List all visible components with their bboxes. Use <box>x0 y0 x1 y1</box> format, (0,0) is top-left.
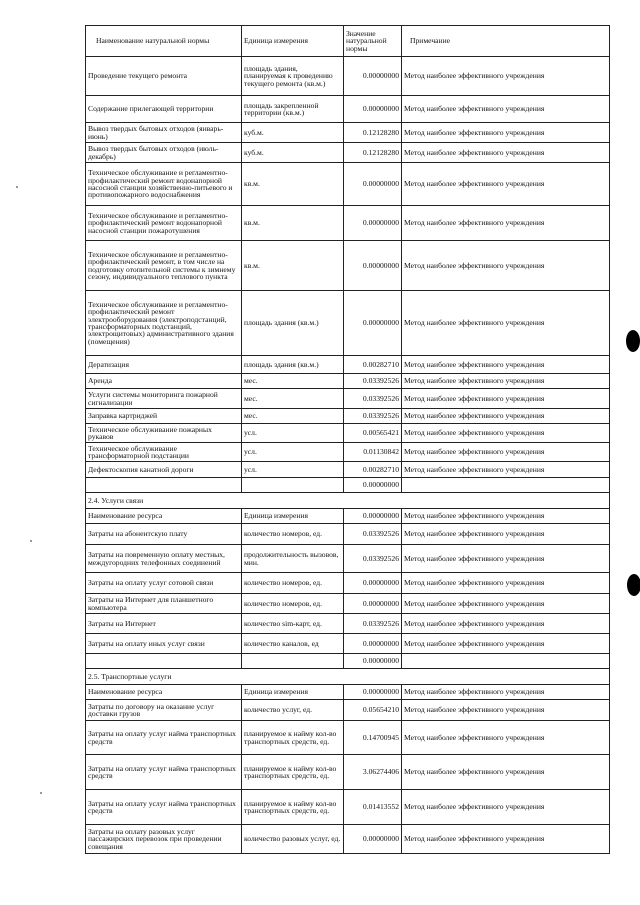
row-name: Заправка картриджей <box>86 409 242 424</box>
row-unit: количество номеров, ед. <box>242 573 344 594</box>
row-note: Метод наиболее эффективного учреждения <box>402 57 610 96</box>
row-unit: площадь здания (кв.м.) <box>242 356 344 374</box>
row-unit: усл. <box>242 443 344 462</box>
section-title-row <box>86 493 610 509</box>
subtotal-row <box>86 654 610 669</box>
row-name: Затраты на оплату услуг найма транспортных средств <box>86 721 242 755</box>
blank-cell <box>402 478 610 493</box>
row-name: Затраты на оплату разовых услуг пассажирских перевозок при проведении совещания <box>86 825 242 854</box>
row-name: Техническое обслуживание и регламентно-профилактический ремонт водонапорной насосной станции пожаротушения <box>86 206 242 241</box>
row-name: Вывоз твердых бытовых отходов (июль-декабрь) <box>86 143 242 163</box>
row-unit: планируемое к найму кол-во транспортных средств, ед. <box>242 755 344 790</box>
row-value: 0.03392526 <box>344 374 402 389</box>
section-title-transport: 2.5. Транспортные услуги <box>86 669 610 685</box>
blank-cell <box>242 478 344 493</box>
row-note: Метод наиболее эффективного учреждения <box>402 163 610 206</box>
row-note: Метод наиболее эффективного учреждения <box>402 462 610 478</box>
header-value: Значение натуральной нормы <box>344 26 402 57</box>
row-note: Метод наиболее эффективного учреждения <box>402 755 610 790</box>
row-note: Метод наиболее эффективного учреждения <box>402 123 610 143</box>
row-unit: количество разовых услуг, ед. <box>242 825 344 854</box>
row-unit: Единица измерения <box>242 685 344 700</box>
row-note: Метод наиболее эффективного учреждения <box>402 545 610 573</box>
row-note: Метод наиболее эффективного учреждения <box>402 634 610 654</box>
table-row <box>86 462 610 478</box>
row-unit: мес. <box>242 374 344 389</box>
row-value: 0.00000000 <box>344 594 402 614</box>
row-name: Техническое обслуживание и регламентно-профилактический ремонт электрооборудования (электроподстанций, трансформаторных подстанций, электрощитовых) административного здания (помещения) <box>86 291 242 356</box>
row-value: 0.03392526 <box>344 614 402 634</box>
row-unit: площадь здания, планируемая к проведению текущего ремонта (кв.м.) <box>242 57 344 96</box>
header-unit: Единица измерения <box>242 26 344 57</box>
row-unit: усл. <box>242 462 344 478</box>
row-unit: количество номеров, ед. <box>242 594 344 614</box>
row-name: Проведение текущего ремонта <box>86 57 242 96</box>
row-note: Метод наиболее эффективного учреждения <box>402 524 610 545</box>
row-note: Метод наиболее эффективного учреждения <box>402 594 610 614</box>
table-row <box>86 374 610 389</box>
row-name: Затраты на оплату услуг найма транспортных средств <box>86 790 242 825</box>
row-unit: количество номеров, ед. <box>242 524 344 545</box>
table-row <box>86 443 610 462</box>
table-row <box>86 790 610 825</box>
table-row <box>86 700 610 721</box>
row-name: Затраты на оплату иных услуг связи <box>86 634 242 654</box>
row-value: 0.12128280 <box>344 123 402 143</box>
table-row <box>86 594 610 614</box>
row-name: Наименование ресурса <box>86 685 242 700</box>
row-value: 0.00000000 <box>344 685 402 700</box>
row-note: Метод наиболее эффективного учреждения <box>402 143 610 163</box>
row-name: Дератизация <box>86 356 242 374</box>
subtotal-row <box>86 478 610 493</box>
row-name: Вывоз твердых бытовых отходов (январь-июнь) <box>86 123 242 143</box>
row-value: 3.06274406 <box>344 755 402 790</box>
row-name: Наименование ресурса <box>86 509 242 524</box>
row-name: Техническое обслуживание пожарных рукавов <box>86 424 242 443</box>
row-name: Затраты на абонентскую плату <box>86 524 242 545</box>
row-value: 0.00000000 <box>344 57 402 96</box>
row-name: Аренда <box>86 374 242 389</box>
row-note: Метод наиболее эффективного учреждения <box>402 241 610 291</box>
table-header-row <box>86 26 610 57</box>
row-name: Техническое обслуживание и регламентно-профилактический ремонт водонапорной насосной станции хозяйственно-питьевого и противопожарного водоснабжения <box>86 163 242 206</box>
row-note: Метод наиболее эффективного учреждения <box>402 389 610 409</box>
row-note: Метод наиболее эффективного учреждения <box>402 96 610 123</box>
row-value: 0.00000000 <box>344 241 402 291</box>
row-unit: площадь здания (кв.м.) <box>242 291 344 356</box>
row-note: Метод наиболее эффективного учреждения <box>402 291 610 356</box>
row-name: Затраты на Интернет для планшетного компьютера <box>86 594 242 614</box>
row-note: Метод наиболее эффективного учреждения <box>402 206 610 241</box>
row-unit: планируемое к найму кол-во транспортных средств, ед. <box>242 790 344 825</box>
table-row <box>86 424 610 443</box>
row-value: 0.00000000 <box>344 206 402 241</box>
row-unit: площадь закрепленной территории (кв.м.) <box>242 96 344 123</box>
table-row <box>86 241 610 291</box>
row-unit: мес. <box>242 389 344 409</box>
row-value: 0.00000000 <box>344 163 402 206</box>
scan-speck <box>16 186 18 188</box>
table-row <box>86 573 610 594</box>
section-head-row <box>86 509 610 524</box>
row-unit: количество услуг, ед. <box>242 700 344 721</box>
row-value: 0.03392526 <box>344 524 402 545</box>
row-name: Затраты на Интернет <box>86 614 242 634</box>
row-unit: планируемое к найму кол-во транспортных средств, ед. <box>242 721 344 755</box>
table-row <box>86 163 610 206</box>
row-note: Метод наиболее эффективного учреждения <box>402 721 610 755</box>
row-note: Метод наиболее эффективного учреждения <box>402 409 610 424</box>
scan-speck <box>40 792 42 794</box>
table-row <box>86 721 610 755</box>
row-name: Содержание прилегающей территории <box>86 96 242 123</box>
row-value: 0.00000000 <box>344 509 402 524</box>
table-row <box>86 545 610 573</box>
row-unit: куб.м. <box>242 123 344 143</box>
row-unit: кв.м. <box>242 163 344 206</box>
section-head-row <box>86 685 610 700</box>
row-name: Затраты по договору на оказание услуг доставки грузов <box>86 700 242 721</box>
row-unit: Единица измерения <box>242 509 344 524</box>
hole-punch-mark <box>627 574 640 596</box>
row-value: 0.03392526 <box>344 389 402 409</box>
row-value: 0.01413552 <box>344 790 402 825</box>
row-unit: куб.м. <box>242 143 344 163</box>
row-unit: мес. <box>242 409 344 424</box>
row-note: Метод наиболее эффективного учреждения <box>402 424 610 443</box>
row-name: Затраты на оплату услуг сотовой связи <box>86 573 242 594</box>
subtotal-value: 0.00000000 <box>344 478 402 493</box>
row-unit: кв.м. <box>242 241 344 291</box>
scan-speck <box>30 540 32 542</box>
row-name: Техническое обслуживание и регламентно-профилактический ремонт, в том числе на подготовку отопительной системы к зимнему сезону, индивидуального теплового пункта <box>86 241 242 291</box>
table-row <box>86 524 610 545</box>
row-unit: усл. <box>242 424 344 443</box>
row-note: Метод наиболее эффективного учреждения <box>402 374 610 389</box>
table-row <box>86 755 610 790</box>
row-value: 0.00000000 <box>344 96 402 123</box>
row-value: 0.01130842 <box>344 443 402 462</box>
row-name: Затраты на оплату услуг найма транспортных средств <box>86 755 242 790</box>
table-row <box>86 123 610 143</box>
row-note: Метод наиболее эффективного учреждения <box>402 700 610 721</box>
row-note: Метод наиболее эффективного учреждения <box>402 443 610 462</box>
section-title-row <box>86 669 610 685</box>
table-row <box>86 356 610 374</box>
subtotal-value: 0.00000000 <box>344 654 402 669</box>
row-name: Затраты на повременную оплату местных, междугородних телефонных соединений <box>86 545 242 573</box>
row-note: Метод наиболее эффективного учреждения <box>402 356 610 374</box>
row-name: Дефектоскопия канатной дороги <box>86 462 242 478</box>
table-row <box>86 291 610 356</box>
blank-cell <box>402 654 610 669</box>
row-value: 0.05654210 <box>344 700 402 721</box>
blank-cell <box>86 478 242 493</box>
row-value: 0.00282710 <box>344 462 402 478</box>
row-value: 0.00565421 <box>344 424 402 443</box>
table-row <box>86 206 610 241</box>
table-row <box>86 143 610 163</box>
blank-cell <box>242 654 344 669</box>
row-name: Услуги системы мониторинга пожарной сигнализации <box>86 389 242 409</box>
row-name: Техническое обслуживание трансформаторной подстанции <box>86 443 242 462</box>
row-value: 0.00000000 <box>344 291 402 356</box>
row-value: 0.00000000 <box>344 825 402 854</box>
hole-punch-mark <box>626 330 640 352</box>
row-unit: количество sim-карт, ед. <box>242 614 344 634</box>
row-value: 0.14700945 <box>344 721 402 755</box>
row-note: Метод наиболее эффективного учреждения <box>402 825 610 854</box>
row-value: 0.00282710 <box>344 356 402 374</box>
header-name: Наименование натуральной нормы <box>86 26 242 57</box>
row-note: Метод наиболее эффективного учреждения <box>402 509 610 524</box>
table-row <box>86 389 610 409</box>
row-value: 0.03392526 <box>344 545 402 573</box>
row-note: Метод наиболее эффективного учреждения <box>402 685 610 700</box>
table-row <box>86 96 610 123</box>
row-unit: продолжительность вызовов, мин. <box>242 545 344 573</box>
header-note: Примечание <box>402 26 610 57</box>
row-note: Метод наиболее эффективного учреждения <box>402 614 610 634</box>
table-row <box>86 825 610 854</box>
blank-cell <box>86 654 242 669</box>
row-value: 0.03392526 <box>344 409 402 424</box>
table-row <box>86 634 610 654</box>
row-unit: количество каналов, ед <box>242 634 344 654</box>
row-value: 0.00000000 <box>344 573 402 594</box>
section-title-communication: 2.4. Услуги связи <box>86 493 610 509</box>
norms-table <box>85 25 610 854</box>
row-note: Метод наиболее эффективного учреждения <box>402 790 610 825</box>
row-value: 0.12128280 <box>344 143 402 163</box>
row-unit: кв.м. <box>242 206 344 241</box>
table-row <box>86 57 610 96</box>
row-value: 0.00000000 <box>344 634 402 654</box>
table-row <box>86 614 610 634</box>
row-note: Метод наиболее эффективного учреждения <box>402 573 610 594</box>
table-row <box>86 409 610 424</box>
